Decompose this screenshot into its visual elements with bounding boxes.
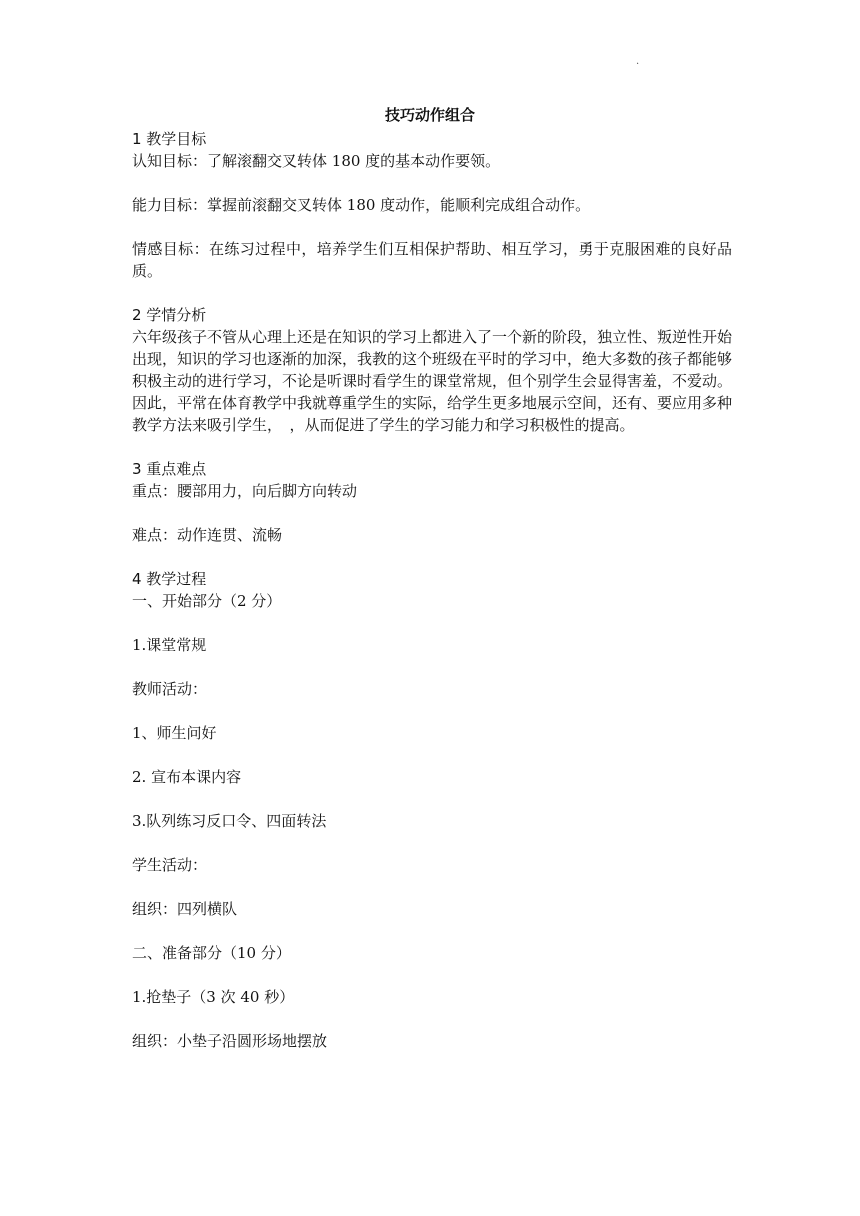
- paragraph-difficulty: 难点：动作连贯、流畅: [132, 526, 283, 544]
- paragraph-teacher-step-1: 1、师生问好: [132, 724, 217, 742]
- paragraph-part-start: 一、开始部分（2 分）: [132, 592, 282, 610]
- paragraph-student-analysis: 六年级孩子不管从心理上还是在知识的学习上都进入了一个新的阶段，独立性、叛逆性开始出现，知识的学习也逐渐的加深，我教的这个班级在平时的学习中，绝大多数的孩子都能够积极主动的进行学习，不论是听课时看学生的课堂常规，但个别学生会显得害羞，不爱动。因此，平常在体育教学中我就尊重学生的实际，给学生更多地展示空间，还有、要应用多种教学方法来吸引学生， ，从而促进了学生的学习能力和学习积极性的提高。: [132, 328, 733, 434]
- paragraph-teacher-activity: 教师活动：: [132, 680, 208, 698]
- page-title: 技巧动作组合: [384, 106, 475, 124]
- paragraph-emotion-goal: 情感目标：在练习过程中，培养学生们互相保护帮助、相互学习，勇于克服困难的良好品质。: [132, 240, 732, 280]
- section-heading-key-points: 3 重点难点: [132, 460, 207, 478]
- paragraph-class-routine: 1.课堂常规: [132, 636, 207, 654]
- section-heading-analysis: 2 学情分析: [132, 306, 207, 324]
- section-heading-objectives: 1 教学目标: [132, 130, 207, 148]
- paragraph-part-preparation: 二、准备部分（10 分）: [132, 944, 291, 962]
- corner-mark: .: [636, 56, 640, 67]
- paragraph-teacher-step-2: 2. 宣布本课内容: [132, 768, 242, 786]
- paragraph-teacher-step-3: 3.队列练习反口令、四面转法: [132, 812, 327, 830]
- paragraph-grab-mat: 1.抢垫子（3 次 40 秒）: [132, 988, 295, 1006]
- paragraph-key-point: 重点：腰部用力，向后脚方向转动: [132, 482, 358, 500]
- section-heading-process: 4 教学过程: [132, 570, 207, 588]
- paragraph-organization-1: 组织：四列横队: [132, 900, 238, 918]
- paragraph-cognitive-goal: 认知目标：了解滚翻交叉转体 180 度的基本动作要领。: [132, 152, 501, 170]
- paragraph-student-activity: 学生活动：: [132, 856, 208, 874]
- paragraph-ability-goal: 能力目标：掌握前滚翻交叉转体 180 度动作，能顺利完成组合动作。: [132, 196, 591, 214]
- paragraph-organization-2: 组织：小垫子沿圆形场地摆放: [132, 1032, 328, 1050]
- document-body: [132, 128, 732, 1052]
